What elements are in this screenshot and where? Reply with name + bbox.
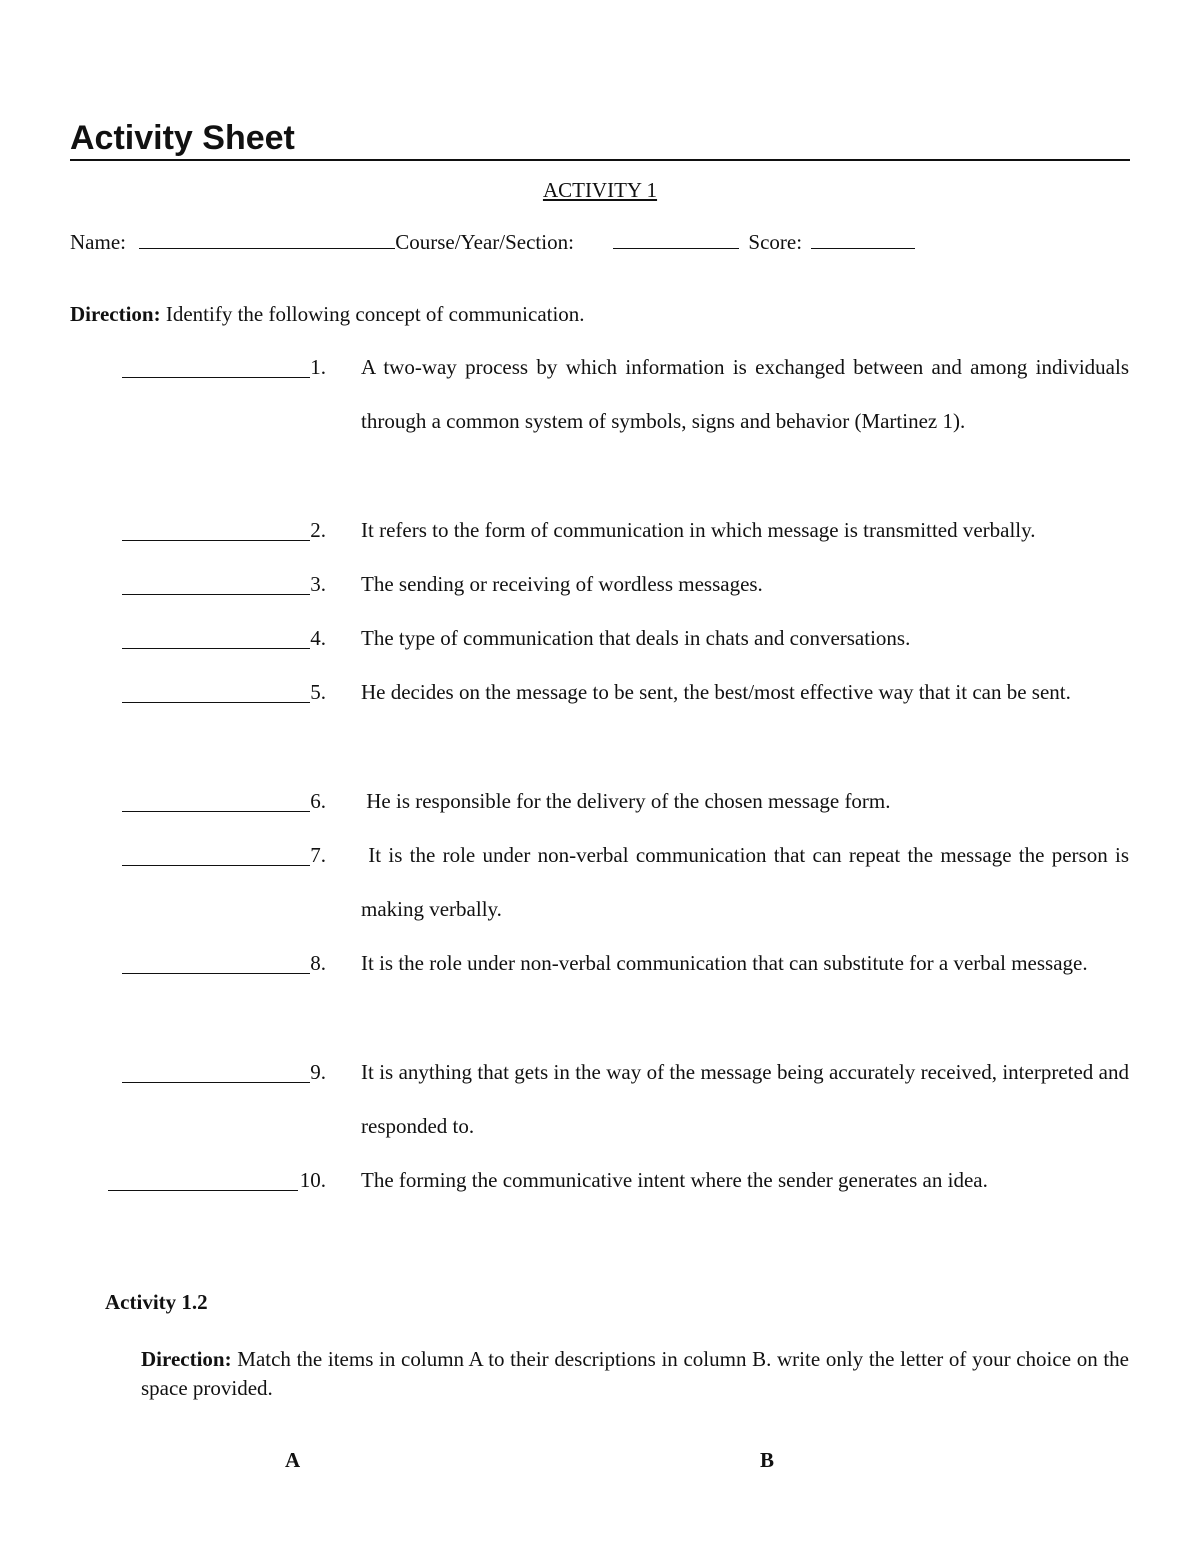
activity-heading: ACTIVITY 1 <box>542 178 658 202</box>
question-number-3: 3. <box>310 572 326 596</box>
question-text-2: It refers to the form of communication in which message is transmitted verbally. <box>361 518 1036 542</box>
question-text-3: The sending or receiving of wordless messages. <box>361 572 763 596</box>
student-info-row <box>70 228 915 256</box>
direction-2-text: Match the items in column A to their descriptions in column B. write only the letter of your choice on the space provided. <box>141 1347 1130 1400</box>
activity-1-2-title: Activity 1.2 <box>105 1290 208 1314</box>
question-text-4: The type of communication that deals in chats and conversations. <box>361 626 911 650</box>
question-number-6: 6. <box>310 789 326 813</box>
question-text-7: It is the role under non-verbal communication that can repeat the message the person is making verbally. <box>361 843 1135 921</box>
score-label: Score: <box>748 230 803 254</box>
column-b-heading: B <box>760 1448 775 1472</box>
question-text-5: He decides on the message to be sent, the best/most effective way that it can be sent. <box>361 680 1071 704</box>
question-number-4: 4. <box>310 626 326 650</box>
column-a-heading: A <box>285 1448 301 1472</box>
name-label: Name: <box>70 230 126 254</box>
direction-2 <box>141 1345 1129 1403</box>
title-rule <box>70 159 1130 161</box>
question-text-8: It is the role under non-verbal communication that can substitute for a verbal message. <box>361 951 1088 975</box>
name-blank[interactable] <box>139 228 395 249</box>
question-text-9: It is anything that gets in the way of the message being accurately received, interpreted and responded to. <box>361 1060 1129 1138</box>
direction-1 <box>70 300 585 328</box>
direction-text: Identify the following concept of communication. <box>165 302 585 326</box>
course-blank[interactable] <box>613 228 739 249</box>
question-number-7: 7. <box>310 843 326 867</box>
question-number-1: 1. <box>310 355 326 379</box>
question-text-1: A two-way process by which information is exchanged between and among individuals through a common system of symbols, signs and behavior (Martinez 1). <box>361 355 1129 433</box>
question-number-9: 9. <box>310 1060 326 1084</box>
question-number-5: 5. <box>310 680 326 704</box>
question-number-2: 2. <box>310 518 326 542</box>
direction-2-label: Direction: <box>141 1347 232 1371</box>
question-text-10: The forming the communicative intent where the sender generates an idea. <box>361 1168 988 1192</box>
question-number-8: 8. <box>310 951 326 975</box>
course-label: Course/Year/Section: <box>395 230 574 254</box>
question-text-6: He is responsible for the delivery of the chosen message form. <box>361 789 891 813</box>
question-number-10: 10. <box>299 1168 326 1192</box>
direction-label: Direction: <box>70 302 161 326</box>
sheet-title: Activity Sheet <box>70 119 295 157</box>
score-blank[interactable] <box>811 228 915 249</box>
